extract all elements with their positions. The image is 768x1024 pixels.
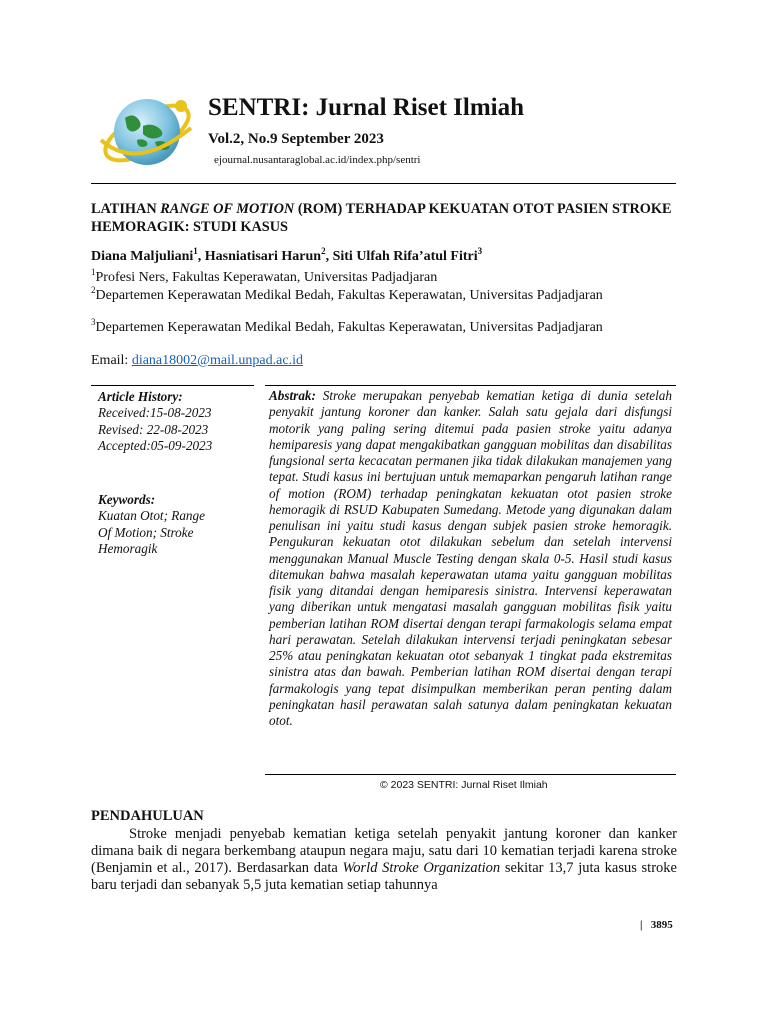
affiliation-3: $^3$Departemen Keperawatan Medikal Bedah, Fakultas Keperawatan, Universitas Padjadjaran: [91, 317, 603, 335]
abstract: [269, 388, 672, 729]
accepted-date: Accepted:05-09-2023: [98, 437, 213, 453]
section-heading: PENDAHULUAN: [91, 808, 204, 824]
journal-url: ejournal.nusantaraglobal.ac.id/index.php/sentri: [214, 154, 421, 166]
keywords-heading: Keywords:: [98, 492, 156, 507]
abstract-label: Abstrak:: [269, 388, 316, 403]
author-list: Diana Maljuliani$^1$, Hasniatisari Harun$^2$, Siti Ulfah Rifa’atul Fitri$^3$: [91, 246, 483, 264]
journal-title: SENTRI: Jurnal Riset Ilmiah: [208, 94, 525, 121]
affiliation-1: $^1$Profesi Ners, Fakultas Keperawatan, Universitas Padjadjaran: [91, 267, 438, 285]
copyright: © 2023 SENTRI: Jurnal Riset Ilmiah: [380, 779, 548, 791]
author-name: Hasniatisari Harun: [204, 249, 322, 264]
page-number-value: 3895: [650, 919, 673, 931]
journal-logo: [97, 88, 195, 174]
article-history: [98, 389, 212, 454]
keywords-line: Hemoragik: [98, 540, 158, 556]
journal-volume: Vol.2, No.9 September 2023: [208, 131, 384, 147]
intro-paragraph: Stroke menjadi penyebab kematian ketiga setelah penyakit jantung koroner dan kanker dimana baik di negara berkembang ataupun negara maju, satu dari 10 kematian terjadi karena stroke (Benjamin et al., 2017). Berdasarkan data World Stroke Organization sekitar 13,7 juta kasus stroke baru terjadi dan sebanyak 5,5 juta kematian setiap tahunnya: [91, 826, 677, 893]
abstract-bottom-rule: [265, 774, 676, 775]
keywords-line: Kuatan Otot; Range: [98, 508, 205, 524]
author-name: Diana Maljuliani: [91, 249, 194, 264]
title-part2: (ROM) TERHADAP KEKUATAN OTOT PASIEN STROKE HEMORAGIK: STUDI KASUS: [91, 201, 672, 235]
title-italic: RANGE OF MOTION: [160, 201, 295, 217]
email-line: [91, 353, 681, 369]
email-label: Email:: [91, 353, 132, 368]
page-number: [640, 919, 673, 931]
page-separator: |: [640, 919, 643, 931]
history-heading: Article History:: [98, 389, 183, 404]
email-link[interactable]: diana18002@mail.unpad.ac.id: [131, 353, 303, 368]
abstract-text: Stroke merupakan penyebab kematian ketiga di dunia setelah penyakit jantung koroner dan kanker. Salah satu gejala dari disfungsi motorik yang paling sering ditemui pada pasien stroke yaitu adanya hemiparesis yang dapat mengakibatkan gangguan mobilitas dan disabilitas fungsional serta kecacatan permanen jika tidak dilakukan manajemen yang tepat. Studi kasus ini bertujuan untuk memaparkan pengaruh latihan range of motion (ROM) terhadap peningkatan kekuatan otot pasien stroke hemoragik di RSUD Kabupaten Sumedang. Metode yang digunakan dalam penulisan ini yaitu studi kasus dengan subjek pasien stroke hemoragik. Pengukuran kekuatan otot dilakukan sebelum dan setelah intervensi menggunakan Manual Muscle Testing dengan skala 0-5. Hasil studi kasus ditemukan bahwa masalah keperawatan utama yaitu gangguan mobilitas fisik yang ditandai dengan hemiparesis sinistra. Intervensi keperawatan yang diberikan untuk mengatasi masalah gangguan mobilitas fisik yaitu pemberian latihan ROM disertai dengan terapi farmakologis selama empat hari perawatan. Setelah dilakukan intervensi terjadi peningkatan sebesar 25% atau peningkatan kekuatan otot sebanyak 1 tingkat pada ekstremitas sinistra atas dan bawah. Pemberian latihan ROM disertai dengan terapi farmakologis yang tepat disimpulkan memberikan peran penting dalam peningkatan hasil perawatan salah satunya dalam peningkatan kekuatan otot.: [269, 388, 672, 728]
keywords-line: Of Motion; Stroke: [98, 524, 194, 540]
keywords: [98, 492, 205, 557]
header-divider: [91, 183, 676, 184]
article-title: [91, 200, 681, 236]
history-top-rule: [91, 385, 254, 386]
abstract-top-rule: [265, 385, 676, 386]
revised-date: Revised: 22-08-2023: [98, 421, 209, 437]
author-name: Siti Ulfah Rifa’atul Fitri: [332, 249, 478, 264]
received-date: Received:15-08-2023: [98, 405, 212, 421]
affiliation-2: $^2$Departemen Keperawatan Medikal Bedah, Fakultas Keperawatan, Universitas Padjadjaran: [91, 285, 603, 303]
globe-logo-icon: [97, 88, 195, 174]
title-part1: LATIHAN: [91, 201, 161, 217]
